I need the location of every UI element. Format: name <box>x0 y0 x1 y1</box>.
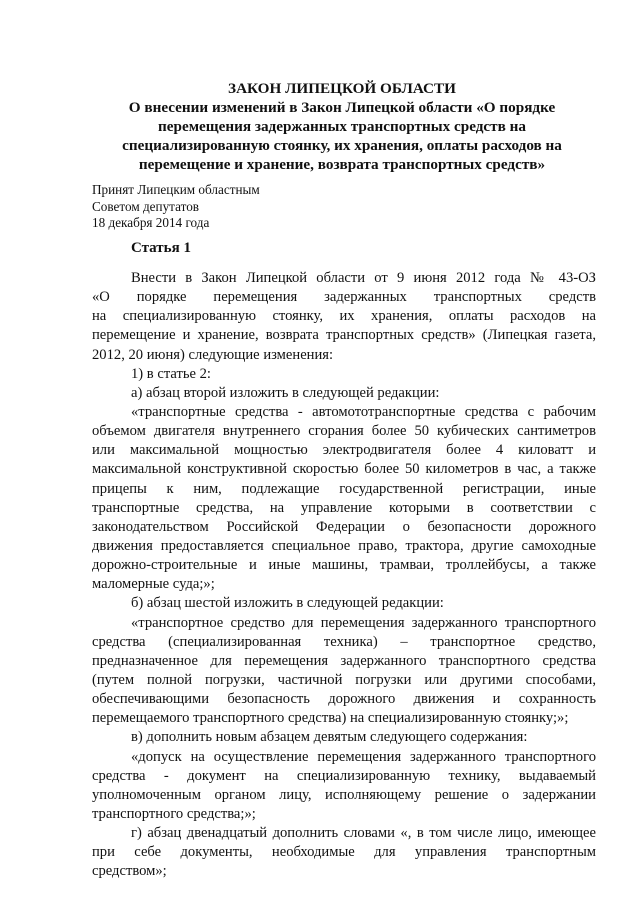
adoption-info <box>92 182 260 232</box>
body-line: 1) в статье 2: <box>131 365 211 382</box>
body-line: «допуск на осуществление перемещения задержанного транспортного <box>131 748 596 765</box>
adoption-line: Принят Липецким областным <box>92 182 260 197</box>
body-line: в) дополнить новым абзацем девятым следующего содержания: <box>131 729 528 746</box>
title-line: перемещения задержанных транспортных средств на <box>158 118 526 135</box>
law-title <box>88 79 596 174</box>
body-line: 2012, 20 июня) следующие изменения: <box>92 346 334 363</box>
body-line: объемом двигателя внутреннего сгорания более 50 кубических сантиметров <box>92 423 596 440</box>
body-line: обеспечивающими безопасность дорожного движения и сохранность <box>92 691 596 708</box>
article-body <box>92 269 596 882</box>
body-line: «О порядке перемещения задержанных транспортных средств <box>92 289 596 306</box>
body-line: при себе документы, необходимые для управления транспортным <box>92 844 596 861</box>
body-line: маломерные суда;»; <box>92 576 215 593</box>
body-line: а) абзац второй изложить в следующей редакции: <box>131 384 440 401</box>
title-line: перемещение и хранение, возврата транспортных средств» <box>138 156 546 173</box>
adoption-date: 18 декабря 2014 года <box>92 215 210 230</box>
body-line: транспортные средства, на управление которыми в соответствии с <box>92 499 596 516</box>
body-line: на специализированную стоянку, их хранения, оплаты расходов на <box>92 308 596 325</box>
body-line: уполномоченным органом лицу, исполняющему решение о задержании <box>92 786 596 803</box>
body-line: или максимальной мощностью электродвигателя более 4 киловатт и <box>92 442 596 459</box>
body-line: б) абзац шестой изложить в следующей редакции: <box>131 595 444 612</box>
body-line: дорожно-строительные и иные машины, трамваи, троллейбусы, а также <box>92 557 596 574</box>
body-line: (путем полной погрузки, частичной погрузки или другими способами, <box>92 671 596 688</box>
body-line: перемещение и хранение, возврата транспортных средств» (Липецкая газета, <box>92 327 596 344</box>
body-line: «транспортные средства - автомототранспортные средства с рабочим <box>131 403 596 420</box>
body-line: перемещаемого транспортного средства) на специализированную стоянку;»; <box>92 710 569 727</box>
body-line: движения предоставляется специальное право, трактора, другие самоходные <box>92 537 596 554</box>
body-line: средством»; <box>92 863 167 880</box>
body-line: средства (специализированная техника) – транспортное средство, <box>92 633 596 650</box>
body-line: законодательством Российской Федерации о безопасности дорожного <box>92 518 596 535</box>
body-line: средства - документ на специализированную технику, выдаваемый <box>92 767 596 784</box>
body-line: «транспортное средство для перемещения задержанного транспортного <box>131 614 596 631</box>
body-line: максимальной конструктивной скоростью более 50 километров в час, а также <box>92 461 596 478</box>
title-line: специализированную стоянку, их хранения, оплаты расходов на <box>122 137 562 154</box>
adoption-line: Советом депутатов <box>92 198 200 214</box>
body-line: прицепы к ним, подлежащие государственной регистрации, иные <box>92 480 596 497</box>
body-line: г) абзац двенадцатый дополнить словами «, в том числе лицо, имеющее <box>131 825 596 842</box>
body-line: транспортного средства;»; <box>92 805 256 822</box>
body-line: Внести в Закон Липецкой области от 9 июня 2012 года № 43-ОЗ <box>131 270 596 286</box>
title-line: О внесении изменений в Закон Липецкой области «О порядке <box>128 99 556 116</box>
article-heading: Статья 1 <box>131 240 191 256</box>
body-line: предназначенное для перемещения задержанного транспортного средства <box>92 652 596 669</box>
title-line: ЗАКОН ЛИПЕЦКОЙ ОБЛАСТИ <box>228 80 456 97</box>
